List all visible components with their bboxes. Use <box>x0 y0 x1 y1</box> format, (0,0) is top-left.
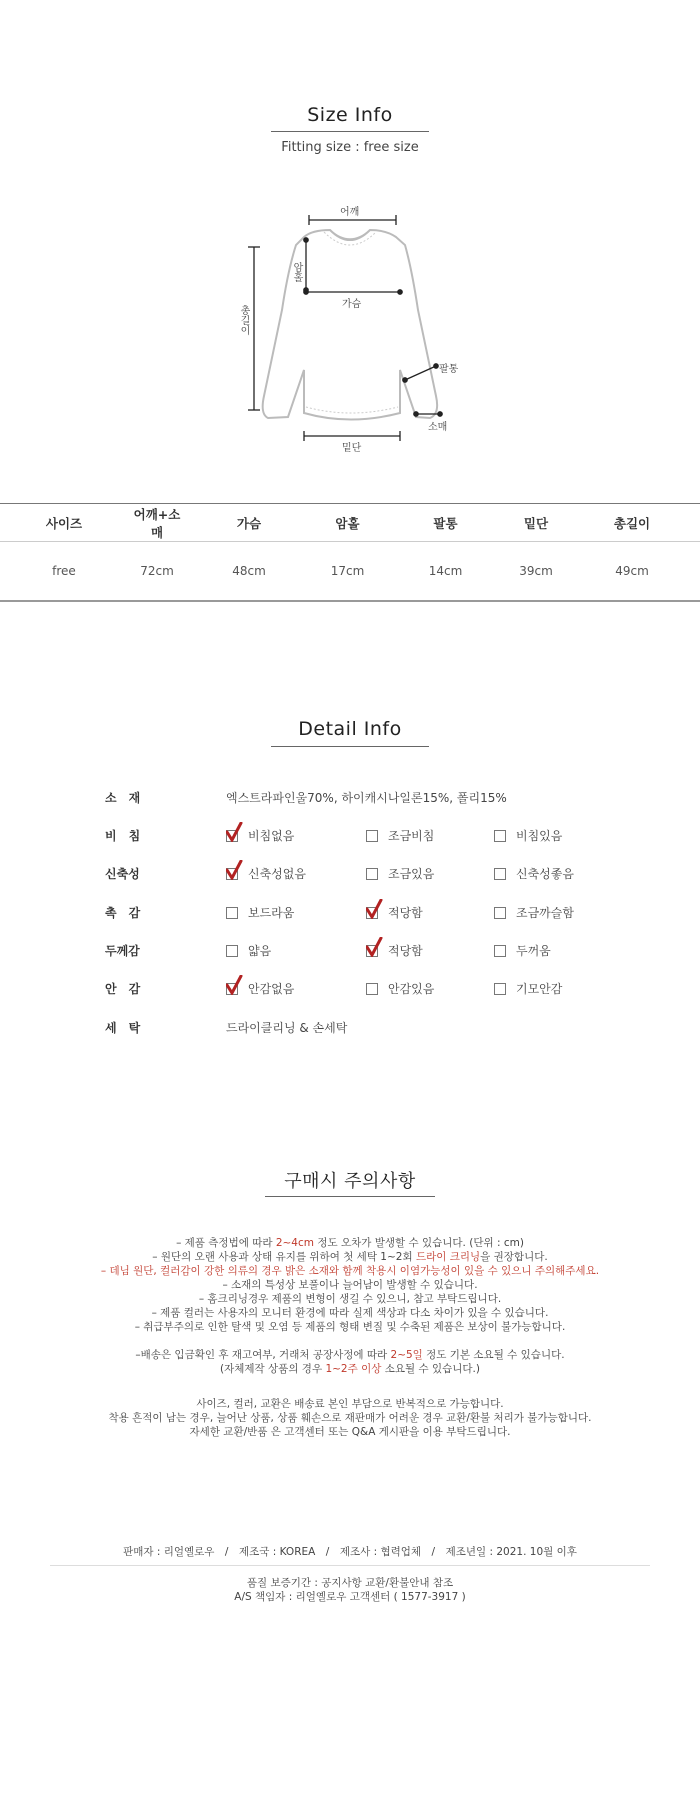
label-sleeve-width: 팔통 <box>439 364 459 375</box>
detail-info-title-underline <box>271 746 429 747</box>
checkmark-icon <box>366 937 384 957</box>
detail-option <box>226 980 294 997</box>
detail-option-label: 기모안감 <box>516 982 563 996</box>
detail-option <box>366 980 434 997</box>
checkbox <box>494 983 506 995</box>
cell-size: free <box>52 564 76 578</box>
checkmark-icon <box>226 975 244 995</box>
header-sleeve-width: 팔통 <box>433 515 458 531</box>
detail-option <box>494 942 551 959</box>
checkbox <box>494 830 506 842</box>
wash-label: 세 탁 <box>105 1021 141 1035</box>
detail-option-label: 신축성없음 <box>248 867 306 881</box>
detail-option <box>494 904 574 921</box>
checkmark-icon <box>226 860 244 880</box>
header-size: 사이즈 <box>45 515 83 531</box>
notice-line-7: – 취급부주의로 인한 탈색 및 오염 등 제품의 형태 변질 및 수축된 제품은 보상이 불가능합니다. <box>134 1321 566 1333</box>
checkbox <box>366 868 378 880</box>
cell-hem: 39cm <box>519 564 553 578</box>
fitting-size: Fitting size : free size <box>281 140 419 155</box>
notice-line-3: – 데님 원단, 컬러감이 강한 의류의 경우 밝은 소재와 함께 착용시 이염가능성이 있을 수 있으니 주의해주세요. <box>100 1265 600 1277</box>
header-chest: 가슴 <box>236 515 262 531</box>
checkbox <box>494 868 506 880</box>
footer-as-contact: A/S 책임자 : 리얼옐로우 고객센터 ( 1577-3917 ) <box>234 1591 466 1603</box>
detail-row-label: 비 침 <box>105 829 141 843</box>
detail-row-label: 신축성 <box>105 867 140 881</box>
cell-sleeve-width: 14cm <box>428 564 463 578</box>
detail-option-label: 적당함 <box>388 944 423 958</box>
cell-total-length: 49cm <box>615 564 649 578</box>
detail-row <box>0 865 700 889</box>
material-value: 엑스트라파인울70%, 하이캐시나일론15%, 폴리15% <box>226 791 507 805</box>
detail-option <box>494 980 562 997</box>
detail-option-label: 비침있음 <box>516 829 563 843</box>
notice-line-2: – 원단의 오랜 사용과 상태 유지를 위하여 첫 세탁 1~2회 드라이 크리닝을 권장합니다. <box>152 1251 548 1263</box>
notice-line-4: – 소재의 특성상 보풀이나 늘어남이 발생할 수 있습니다. <box>222 1279 478 1291</box>
checkbox <box>366 945 378 957</box>
notice-list-1 <box>0 1236 700 1334</box>
size-info-title-underline <box>271 131 429 132</box>
header-shoulder-sleeve: 어깨+소매 <box>133 506 181 540</box>
notice-list-2 <box>0 1348 700 1376</box>
detail-option-label: 조금까슬함 <box>516 906 574 920</box>
detail-option <box>226 827 294 844</box>
cell-chest: 48cm <box>232 564 266 578</box>
detail-option <box>226 904 294 921</box>
detail-row <box>0 904 700 928</box>
detail-option <box>366 942 423 959</box>
detail-option <box>494 865 574 882</box>
checkbox <box>494 907 506 919</box>
size-table <box>0 503 700 602</box>
detail-option-label: 안감있음 <box>388 982 435 996</box>
table-row <box>0 542 700 600</box>
header-hem: 밑단 <box>523 515 549 531</box>
detail-row-wash <box>0 1019 700 1043</box>
detail-option <box>226 942 271 959</box>
checkbox <box>494 945 506 957</box>
notice-line-1: – 제품 측정법에 따라 2~4cm 정도 오차가 발생할 수 있습니다. (단위 : cm) <box>176 1237 524 1249</box>
detail-option-label: 비침없음 <box>248 829 295 843</box>
detail-option <box>226 865 306 882</box>
label-total-length: 총길이 <box>238 305 249 335</box>
notice-line-6: – 제품 컬러는 사용자의 모니터 환경에 따라 실제 색상과 다소 차이가 있을 수 있습니다. <box>151 1307 549 1319</box>
checkbox <box>226 945 238 957</box>
detail-option-label: 조금비침 <box>388 829 435 843</box>
detail-row-label: 두께감 <box>105 944 140 958</box>
checkbox <box>226 830 238 842</box>
notice-line-9: (자체제작 상품의 경우 1~2주 이상 소요될 수 있습니다.) <box>220 1363 480 1375</box>
notice-line-8: –배송은 입금확인 후 재고여부, 거래처 공장사정에 따라 2~5일 정도 기본 소요될 수 있습니다. <box>135 1349 565 1361</box>
footer-divider <box>50 1565 650 1566</box>
notice-line-10: 사이즈, 컬러, 교환은 배송료 본인 부담으로 반복적으로 가능합니다. <box>196 1398 504 1410</box>
notice-line-12: 자세한 교환/반품 은 고객센터 또는 Q&A 게시판을 이용 부탁드립니다. <box>189 1426 511 1438</box>
checkmark-icon <box>366 899 384 919</box>
notice-line-5: – 홈크리닝경우 제품의 변형이 생길 수 있으니, 참고 부탁드립니다. <box>198 1293 502 1305</box>
cell-shoulder-sleeve: 72cm <box>140 564 174 578</box>
notice-title-underline <box>265 1196 435 1197</box>
detail-option <box>366 865 434 882</box>
garment-diagram <box>240 200 460 460</box>
detail-option-label: 두꺼움 <box>516 944 551 958</box>
checkbox <box>226 907 238 919</box>
detail-info-title: Detail Info <box>298 718 402 740</box>
detail-option <box>494 827 562 844</box>
cell-armhole: 17cm <box>330 564 365 578</box>
footer-warranty: 품질 보증기간 : 공지사항 교환/환불안내 참조 <box>246 1577 454 1589</box>
notice-title: 구매시 주의사항 <box>284 1171 416 1192</box>
label-chest: 가슴 <box>342 299 362 310</box>
detail-row <box>0 827 700 851</box>
material-label: 소 재 <box>105 791 141 805</box>
checkmark-icon <box>226 822 244 842</box>
detail-option-label: 적당함 <box>388 906 423 920</box>
notice-line-11: 착용 흔적이 남는 경우, 늘어난 상품, 상품 훼손으로 재판매가 어려운 경우 교환/환불 처리가 불가능합니다. <box>108 1412 592 1424</box>
detail-row <box>0 980 700 1004</box>
checkbox <box>226 868 238 880</box>
checkbox <box>366 907 378 919</box>
checkbox <box>226 983 238 995</box>
label-hem: 밑단 <box>342 443 362 454</box>
label-cuff: 소매 <box>428 422 448 433</box>
size-table-header <box>0 504 700 542</box>
detail-option-label: 보드라움 <box>248 906 295 920</box>
detail-row <box>0 942 700 966</box>
checkbox <box>366 830 378 842</box>
detail-option <box>366 827 434 844</box>
wash-value: 드라이클리닝 & 손세탁 <box>226 1021 348 1035</box>
detail-row-label: 안 감 <box>105 982 141 996</box>
detail-option-label: 얇음 <box>248 944 272 958</box>
header-total-length: 총길이 <box>613 515 651 531</box>
header-armhole: 암홀 <box>335 515 360 531</box>
notice-list-3 <box>0 1397 700 1439</box>
detail-option-label: 신축성좋음 <box>516 867 574 881</box>
detail-option-label: 조금있음 <box>388 867 435 881</box>
footer-seller-info: 판매자 : 리얼옐로우 / 제조국 : KOREA / 제조사 : 협력업체 / 제조년일 : 2021. 10월 이후 <box>123 1546 577 1558</box>
label-shoulder: 어깨 <box>340 207 360 218</box>
detail-option <box>366 904 423 921</box>
label-armhole: 암홀 <box>291 262 302 282</box>
size-info-title: Size Info <box>307 104 393 126</box>
checkbox <box>366 983 378 995</box>
detail-option-label: 안감없음 <box>248 982 295 996</box>
detail-row-material <box>0 789 700 813</box>
detail-row-label: 촉 감 <box>105 906 141 920</box>
